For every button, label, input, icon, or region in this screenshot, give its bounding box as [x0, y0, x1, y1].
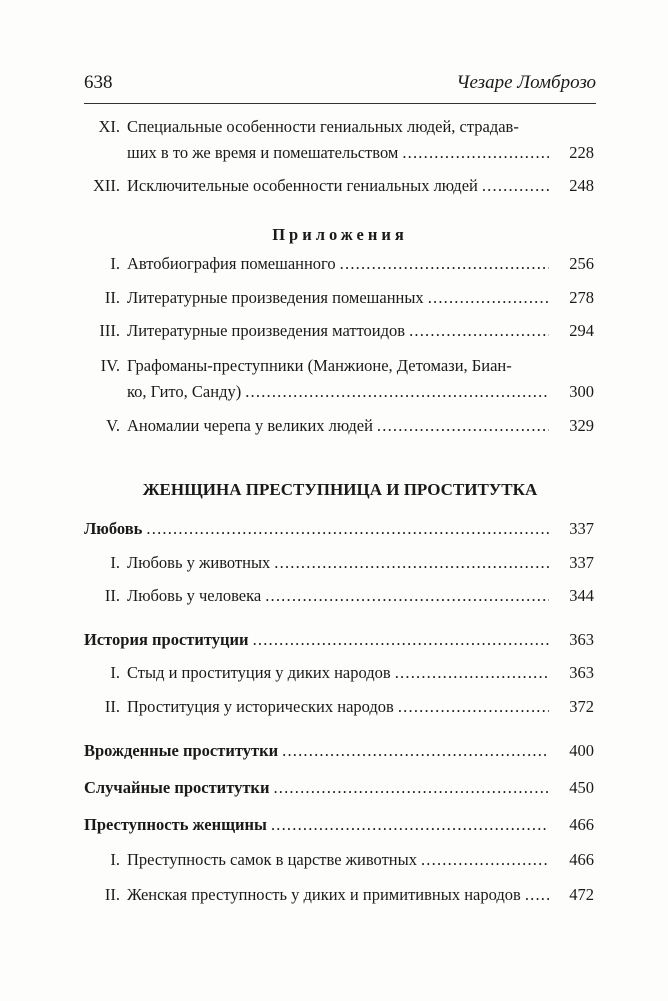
entry-title: Автобиография помешанного	[127, 254, 336, 273]
entry-page: 248	[569, 176, 594, 195]
entry-page: 337	[569, 553, 594, 572]
dot-leader	[521, 884, 549, 906]
section-title: История проституции	[84, 630, 249, 649]
dot-leader	[405, 320, 549, 342]
entry-title-row	[127, 253, 549, 275]
entry-title-line1: Специальные особенности гениальных людей, страдав-	[127, 117, 519, 136]
toc-section[interactable]	[84, 814, 594, 836]
entry-number: III.	[99, 321, 120, 340]
toc-entry[interactable]	[84, 116, 594, 164]
entry-title: Проституция у исторических народов	[127, 697, 394, 716]
toc-section[interactable]	[84, 518, 594, 540]
entry-title-row	[127, 320, 549, 342]
entry-title-row	[127, 415, 549, 437]
entry-page: 372	[569, 697, 594, 716]
entry-title-row	[127, 175, 549, 197]
entry-title: Женская преступность у диких и примитивных народов	[127, 885, 521, 904]
toc-section[interactable]	[84, 777, 594, 799]
dot-leader	[270, 552, 549, 574]
entry-page: 450	[569, 778, 594, 797]
entry-page: 466	[569, 815, 594, 834]
entry-title: Аномалии черепа у великих людей	[127, 416, 373, 435]
dot-leader	[398, 142, 549, 164]
entry-page: 466	[569, 850, 594, 869]
dot-leader	[373, 415, 549, 437]
section-title: Случайные проститутки	[84, 778, 270, 797]
entry-page: 329	[569, 416, 594, 435]
header-rule	[84, 103, 596, 104]
entry-page: 278	[569, 288, 594, 307]
entry-page: 256	[569, 254, 594, 273]
toc-entry[interactable]	[84, 849, 594, 871]
dot-leader	[394, 696, 549, 718]
entry-number: XI.	[98, 117, 120, 136]
entry-page: 472	[569, 885, 594, 904]
entry-number: I.	[110, 850, 120, 869]
entry-title-row	[127, 585, 549, 607]
dot-leader	[269, 777, 549, 799]
toc-entry[interactable]	[84, 662, 594, 684]
toc-entry[interactable]	[84, 355, 594, 403]
appendix-heading: Приложения	[272, 225, 408, 244]
entry-number: IV.	[100, 356, 120, 375]
entry-number: I.	[110, 254, 120, 273]
entry-title: Литературные произведения маттоидов	[127, 321, 406, 340]
running-header	[84, 72, 596, 98]
entry-title-row	[127, 884, 549, 906]
dot-leader	[336, 253, 549, 275]
section-title-row	[84, 629, 549, 651]
entry-page: 337	[569, 519, 594, 538]
entry-title-line2	[127, 142, 549, 164]
dot-leader	[142, 518, 549, 540]
toc-entry[interactable]	[84, 320, 594, 342]
section-title-row	[84, 740, 549, 762]
entry-page: 344	[569, 586, 594, 605]
entry-title-cont: ко, Гито, Санду)	[127, 382, 242, 401]
entry-title: Стыд и проституция у диких народов	[127, 663, 391, 682]
toc-entry[interactable]	[84, 175, 594, 197]
dot-leader	[241, 381, 549, 403]
dot-leader	[278, 740, 549, 762]
entry-title-row	[127, 696, 549, 718]
entry-page: 228	[569, 143, 594, 162]
dot-leader	[391, 662, 549, 684]
entry-page: 363	[569, 663, 594, 682]
entry-title: Любовь у человека	[127, 586, 262, 605]
entry-title-cont: ших в то же время и помешательством	[127, 143, 399, 162]
part-heading: ЖЕНЩИНА ПРЕСТУПНИЦА И ПРОСТИТУТКА	[142, 480, 538, 499]
toc-entry[interactable]	[84, 696, 594, 718]
entry-number: I.	[110, 553, 120, 572]
dot-leader	[249, 629, 549, 651]
entry-page: 400	[569, 741, 594, 760]
entry-title-row	[127, 287, 549, 309]
dot-leader	[267, 814, 549, 836]
dot-leader	[417, 849, 549, 871]
entry-title: Литературные произведения помешанных	[127, 288, 424, 307]
toc-section[interactable]	[84, 629, 594, 651]
section-title: Преступность женщины	[84, 815, 267, 834]
section-title-row	[84, 777, 549, 799]
entry-number: II.	[104, 885, 120, 904]
toc-entry[interactable]	[84, 552, 594, 574]
entry-number: I.	[110, 663, 120, 682]
section-title-row	[84, 814, 549, 836]
toc-entry[interactable]	[84, 287, 594, 309]
entry-title: Преступность самок в царстве животных	[127, 850, 417, 869]
entry-number: XII.	[92, 176, 120, 195]
entry-title-row	[127, 552, 549, 574]
entry-number: II.	[104, 288, 120, 307]
running-head-author: Чезаре Ломброзо	[456, 72, 596, 93]
toc-entry[interactable]	[84, 884, 594, 906]
page-number: 638	[84, 72, 113, 93]
entry-title-line2	[127, 381, 549, 403]
toc-entry[interactable]	[84, 585, 594, 607]
entry-page: 300	[569, 382, 594, 401]
entry-title-row	[127, 849, 549, 871]
entry-title: Исключительные особенности гениальных людей	[127, 176, 478, 195]
entry-title: Любовь у животных	[127, 553, 271, 572]
entry-number: II.	[104, 586, 120, 605]
dot-leader	[478, 175, 549, 197]
toc-entry[interactable]	[84, 253, 594, 275]
entry-page: 294	[569, 321, 594, 340]
entry-page: 363	[569, 630, 594, 649]
section-title-row	[84, 518, 549, 540]
dot-leader	[424, 287, 549, 309]
dot-leader	[261, 585, 549, 607]
toc-entry[interactable]	[84, 415, 594, 437]
section-title: Любовь	[84, 519, 143, 538]
entry-title-row	[127, 662, 549, 684]
entry-number: II.	[104, 697, 120, 716]
entry-title-line1: Графоманы-преступники (Манжионе, Детомази, Биан-	[127, 356, 512, 375]
entry-number: V.	[106, 416, 120, 435]
toc-section[interactable]	[84, 740, 594, 762]
section-title: Врожденные проститутки	[84, 741, 279, 760]
